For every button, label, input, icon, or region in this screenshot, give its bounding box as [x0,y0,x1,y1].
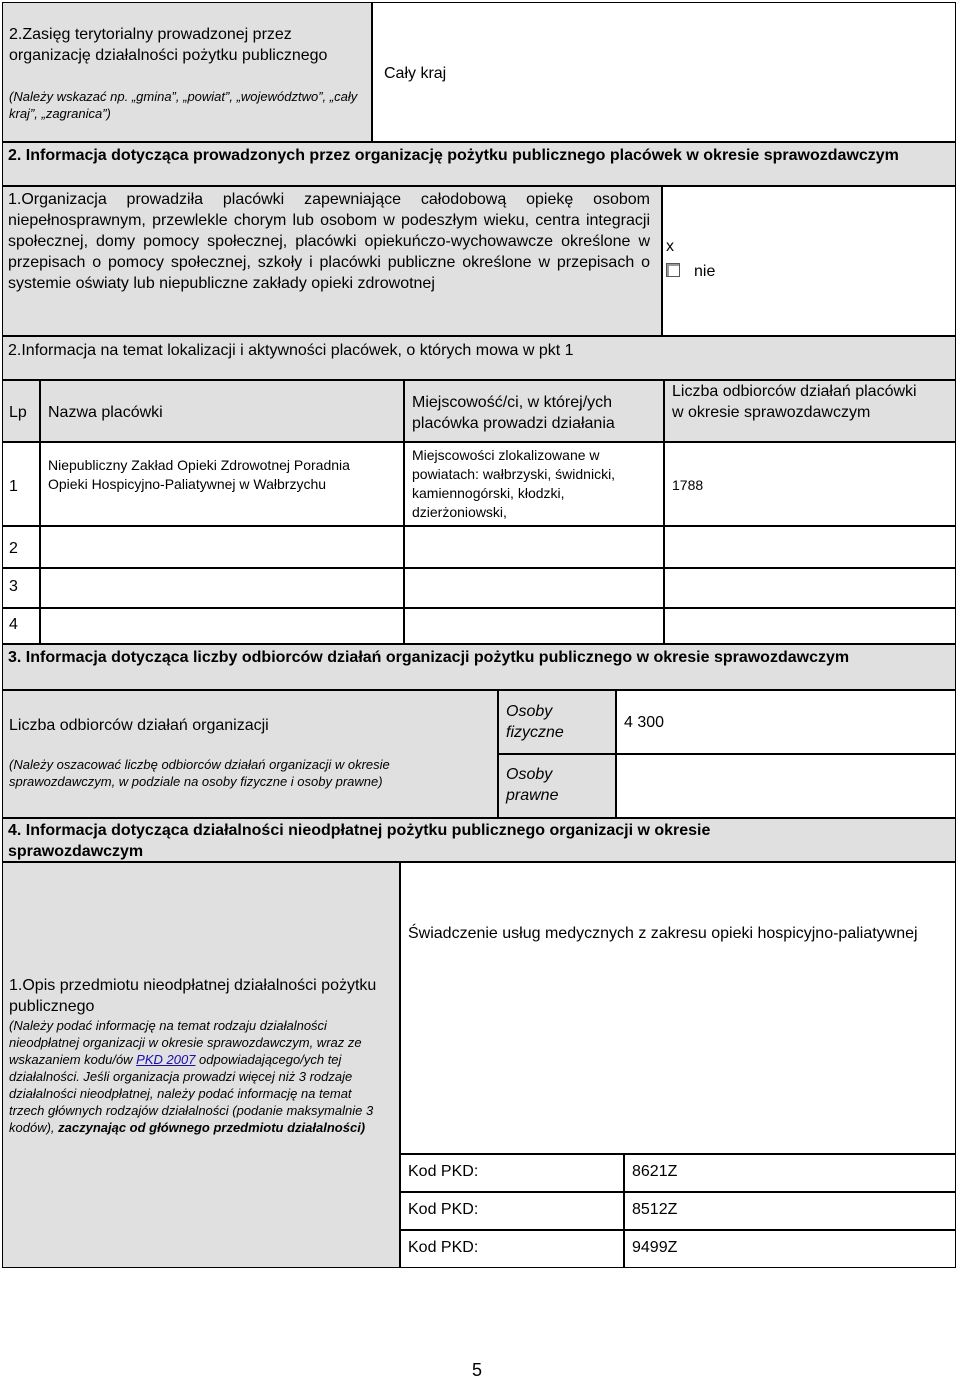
row2-count-cell [664,526,956,568]
scope-value[interactable]: Cały kraj [384,65,447,82]
section4-note-b: odpowiadającego/ych tej działalności. Jeśli organizacja prowadzi więcej niż 3 rodzaje działalności nieodpłatnej, należy podać informację na temat trzech głównych rodzajów działalności (podanie maksymalnie 3 kodów), [9,1052,374,1135]
scope-value-cell [372,2,956,142]
section4-label: 1.Opis przedmiotu nieodpłatnej działalności pożytku publicznego [9,977,377,1015]
natural-value[interactable]: 4 300 [624,714,665,731]
description-text[interactable]: Świadczenie usług medycznych z zakresu opieki hospicyjno-paliatywnej [408,925,918,942]
code2-value[interactable]: 8512Z [632,1201,678,1218]
pkd-2007-link[interactable]: PKD 2007 [136,1052,196,1067]
code2-label: Kod PKD: [408,1201,479,1218]
row4-lp-cell [2,608,40,644]
section4-heading: 4. Informacja dotycząca działalności nieodpłatnej pożytku publicznego organizacji w okresie sprawozdawczym [8,822,711,860]
legal-label: Osoby prawne [506,766,559,804]
row4-place-cell [404,608,664,644]
row2-lp-cell [2,526,40,568]
description-cell [400,862,956,1154]
code3-label: Kod PKD: [408,1239,479,1256]
page-number: 5 [472,1360,483,1380]
natural-value-cell [616,690,956,754]
row3-lp: 3 [9,578,18,595]
row1-lp-cell [2,442,40,526]
row4-count-cell [664,608,956,644]
header-count-text: Liczba odbiorców działań placówki w okresie sprawozdawczym [672,383,917,421]
code1-value[interactable]: 8621Z [632,1163,678,1180]
row2-lp: 2 [9,540,18,557]
section2-heading: 2. Informacja dotycząca prowadzonych przez organizację pożytku publicznego placówek w okresie sprawozdawczym [8,147,899,164]
row1-lp: 1 [9,478,18,495]
scope-note: (Należy wskazać np. „gmina”, „powiat”, „województwo”, „cały kraj”, „zagranica”) [9,89,358,121]
section4-note [9,1017,389,1136]
section4-note-a: (Należy podać informację na temat rodzaju działalności nieodpłatnej organizacji w okresie sprawozdawczym, wraz ze wskazaniem kodu/ów [9,1018,362,1067]
section3-label-cell [2,690,498,818]
natural-label: Osoby fizyczne [506,703,564,741]
scope-label: 2.Zasięg terytorialny prowadzonej przez organizację działalności pożytku publicznego [9,26,328,64]
header-place-text: Miejscowość/ci, w której/ych placówka prowadzi działania [412,394,615,432]
row3-lp-cell [2,568,40,608]
row1-count[interactable]: 1788 [672,477,704,493]
row1-place[interactable]: Miejscowości zlokalizowane w powiatach: wałbrzyski, świdnicki, kamiennogórski, kłodzki, dzierżoniowski, [412,447,616,520]
answer-mark: x [666,238,674,255]
row2-name-cell [40,526,404,568]
section3-label: Liczba odbiorców działań organizacji [9,717,269,734]
row1-count-cell [664,442,956,526]
header-name-text: Nazwa placówki [48,404,163,421]
header-lp-text: Lp [9,404,27,421]
section4-note-bold: zaczynając od głównego przedmiotu działalności) [58,1120,366,1135]
checkbox-icon[interactable] [666,263,680,277]
section3-heading: 3. Informacja dotycząca liczby odbiorców działań organizacji pożytku publicznego w okresie sprawozdawczym [8,649,850,666]
q2-text: 2.Informacja na temat lokalizacji i aktywności placówek, o których mowa w pkt 1 [8,342,574,359]
legal-value-cell [616,754,956,818]
row3-place-cell [404,568,664,608]
q1-text: 1.Organizacja prowadziła placówki zapewniające całodobową opiekę osobom niepełnosprawnym, przewlekle chorym lub osobom w podeszłym wieku, centra integracji społecznej, domy pomocy społecznej, placówki opiekuńczo-wychowawcze określone w przepisach o pomocy społecznej, szkoły i placówki publiczne określone w przepisach o systemie oświaty lub niepubliczne zakłady opieki zdrowotnej [8,191,650,292]
row2-place-cell [404,526,664,568]
answer-no-label: nie [694,263,716,280]
row1-name[interactable]: Niepubliczny Zakład Opieki Zdrowotnej Poradnia Opieki Hospicyjno-Paliatywnej w Wałbrzychu [48,457,350,492]
code3-value[interactable]: 9499Z [632,1239,678,1256]
row4-lp: 4 [9,616,18,633]
section3-note: (Należy oszacować liczbę odbiorców działań organizacji w okresie sprawozdawczym, w podziale na osoby fizyczne i osoby prawne) [9,757,390,789]
row3-count-cell [664,568,956,608]
row3-name-cell [40,568,404,608]
row4-name-cell [40,608,404,644]
code1-label: Kod PKD: [408,1163,479,1180]
